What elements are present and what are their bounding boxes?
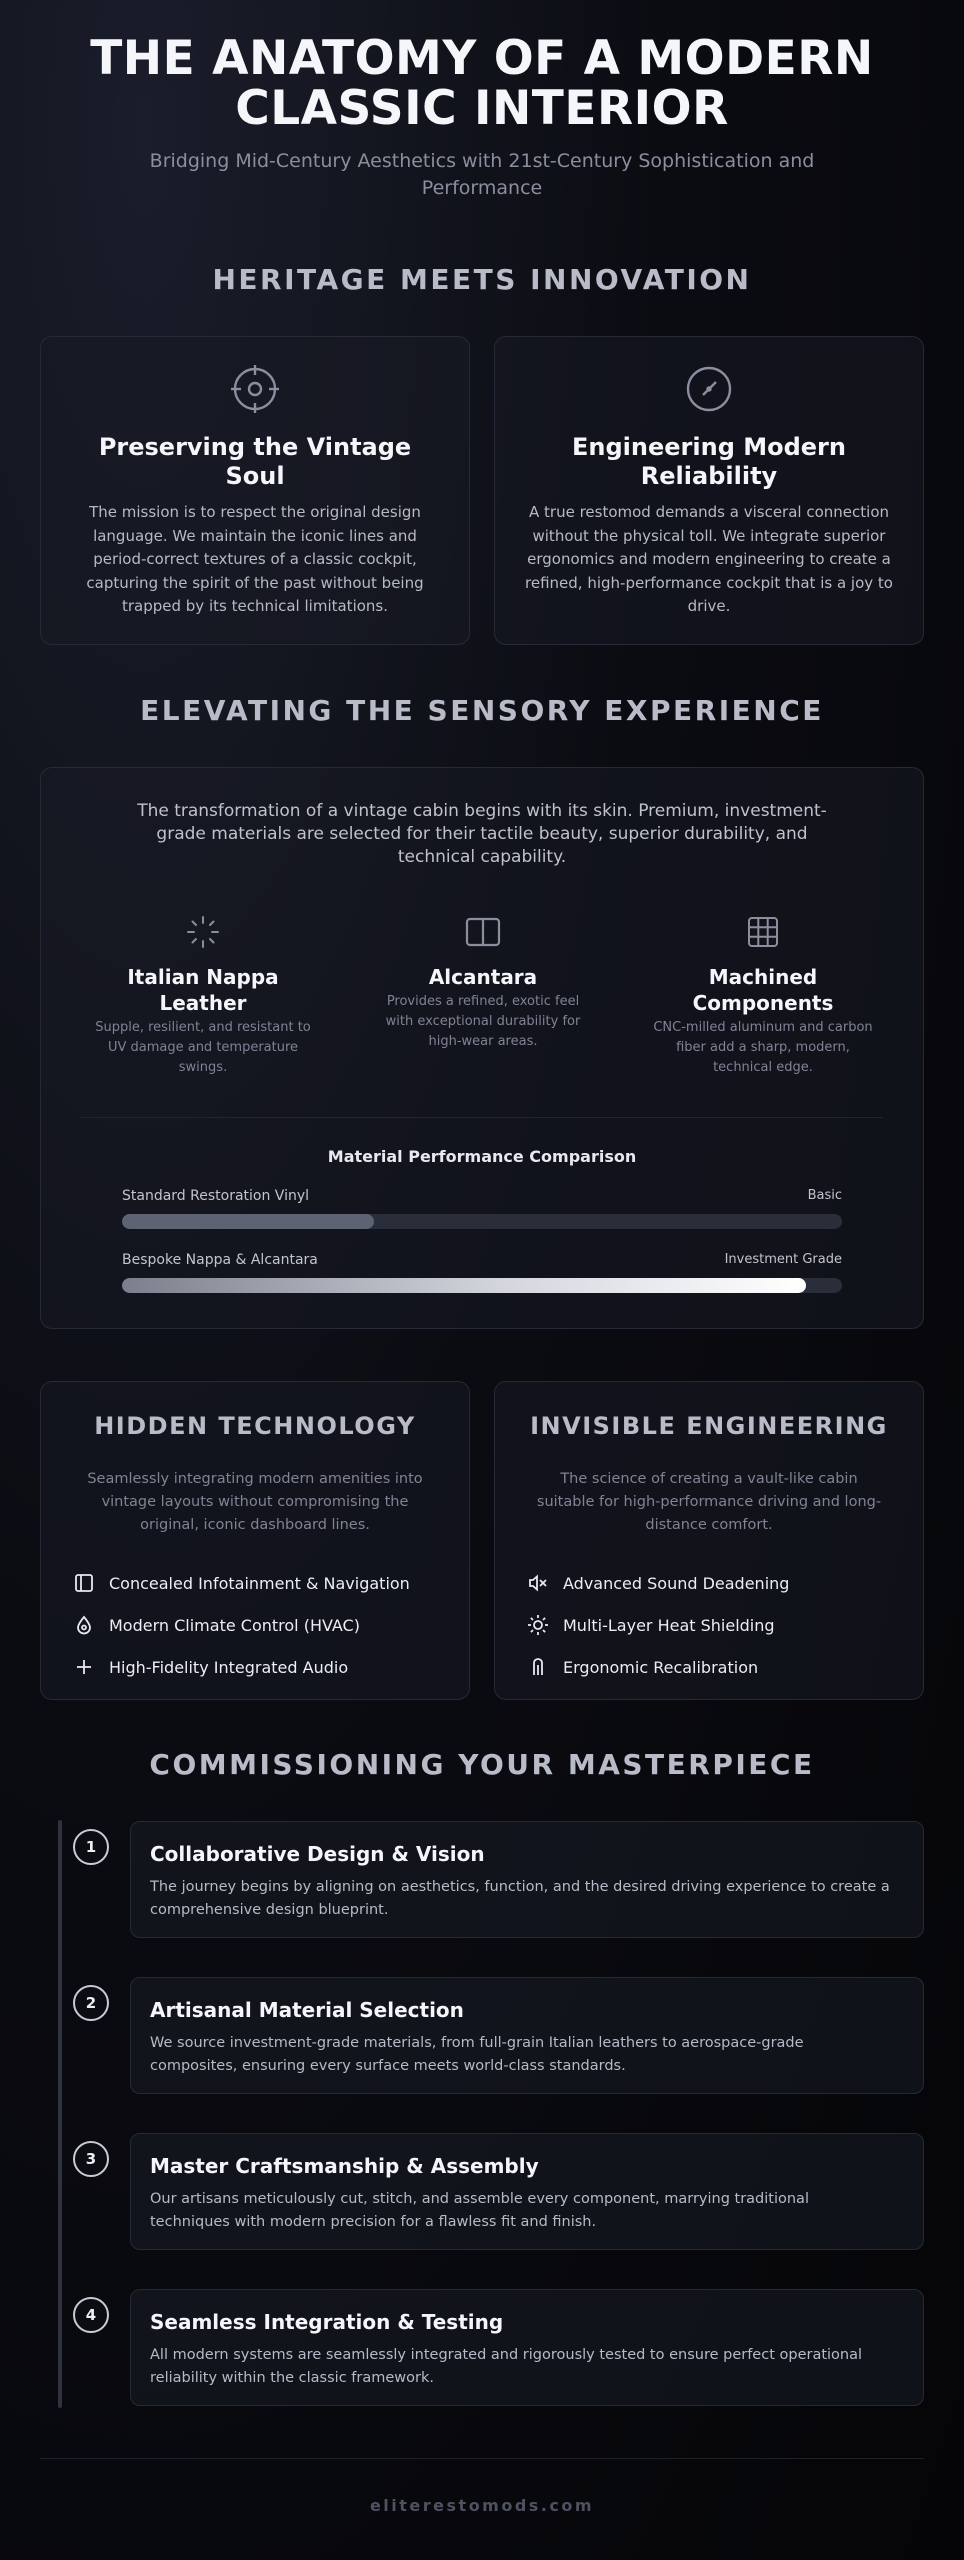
step-title: Master Craftsmanship & Assembly (150, 2154, 539, 2178)
heritage-card-text: A true restomod demands a visceral connection without the physical toll. We integrate superior ergonomics and modern engineering to create a refined, high-performance cockpit that is a joy to drive. (525, 503, 893, 615)
divider (81, 1117, 883, 1118)
step-title: Collaborative Design & Vision (150, 1842, 485, 1866)
book-open-icon (363, 912, 603, 952)
feature-label: Modern Climate Control (HVAC) (109, 1615, 360, 1635)
step-number: 3 (73, 2141, 109, 2177)
footer-website[interactable]: eliterestomods.com (369, 2496, 595, 2515)
step-text: All modern systems are seamlessly integrated and rigorously tested to ensure perfect operational reliability within the classic framework. (150, 2347, 863, 2386)
page-title: THE ANATOMY OF A MODERN CLASSIC INTERIOR (90, 31, 874, 136)
card-description: The science of creating a vault-like cabin suitable for high-performance driving and long-distance comfort. (536, 1471, 882, 1533)
bar-rating: Investment Grade (724, 1252, 842, 1267)
seat-icon (527, 1656, 549, 1678)
sensory-card (40, 767, 924, 1329)
comparison-bar-nappa (122, 1252, 842, 1293)
sun-icon (527, 1614, 549, 1636)
material-machined (643, 912, 883, 1078)
step-number: 2 (73, 1985, 109, 2021)
bar-track (122, 1214, 842, 1229)
material-text: CNC-milled aluminum and carbon fiber add a sharp, modern, technical edge. (653, 1020, 873, 1075)
material-text: Provides a refined, exotic feel with exceptional durability for high-wear areas. (385, 994, 581, 1049)
material-text: Supple, resilient, and resistant to UV damage and temperature swings. (95, 1020, 311, 1075)
section-title-sensory: ELEVATING THE SENSORY EXPERIENCE (140, 694, 824, 727)
feature-label: Multi-Layer Heat Shielding (563, 1615, 775, 1635)
section-title-process: COMMISSIONING YOUR MASTERPIECE (149, 1748, 815, 1781)
list-item (527, 1562, 903, 1604)
process-step (130, 2289, 924, 2406)
comparison-bar-vinyl (122, 1188, 842, 1229)
list-item (73, 1604, 449, 1646)
bar-fill (122, 1214, 374, 1229)
bar-track (122, 1278, 842, 1293)
heritage-card-reliability (494, 336, 924, 645)
heritage-card-vintage (40, 336, 470, 645)
crosshair-icon (41, 363, 469, 415)
sparkle-icon (83, 912, 323, 952)
gauge-icon (495, 363, 923, 415)
step-number: 1 (73, 1829, 109, 1865)
comparison-title: Material Performance Comparison (327, 1147, 637, 1166)
bar-label: Bespoke Nappa & Alcantara (122, 1252, 318, 1268)
material-nappa (83, 912, 323, 1078)
process-step (130, 1977, 924, 2094)
step-title: Seamless Integration & Testing (150, 2310, 504, 2334)
bar-fill (122, 1278, 806, 1293)
heritage-card-text: The mission is to respect the original design language. We maintain the iconic lines and period-correct textures of a classic cockpit, capturing the spirit of the past without being trapped by its technical limitations. (86, 503, 424, 615)
section-title-heritage: HERITAGE MEETS INNOVATION (212, 263, 752, 296)
card-description: Seamlessly integrating modern amenities into vintage layouts without compromising the original, iconic dashboard lines. (87, 1471, 423, 1533)
timeline-line (58, 1820, 62, 2408)
feature-label: Advanced Sound Deadening (563, 1573, 790, 1593)
grid-icon (643, 912, 883, 952)
step-title: Artisanal Material Selection (150, 1998, 464, 2022)
plus-icon (73, 1656, 95, 1678)
bar-label: Standard Restoration Vinyl (122, 1188, 310, 1204)
speaker-mute-icon (527, 1572, 549, 1594)
sidebar-panel-icon (73, 1572, 95, 1594)
page-subtitle: Bridging Mid-Century Aesthetics with 21st-Century Sophistication and Performance (149, 150, 815, 199)
process-step (130, 2133, 924, 2250)
process-step (130, 1821, 924, 1938)
material-title: Italian Nappa Leather (127, 965, 279, 1015)
step-text: We source investment-grade materials, from full-grain Italian leathers to aerospace-grade composites, ensuring every surface meets world-class standards. (150, 2035, 804, 2074)
invisible-engineering-card (494, 1381, 924, 1700)
feature-label: High-Fidelity Integrated Audio (109, 1657, 349, 1677)
material-alcantara (363, 912, 603, 1052)
list-item (73, 1562, 449, 1604)
footer-divider (40, 2458, 924, 2459)
feature-label: Ergonomic Recalibration (563, 1657, 759, 1677)
droplet-icon (73, 1614, 95, 1636)
heritage-card-title: Engineering Modern Reliability (572, 433, 846, 490)
material-title: Machined Components (692, 965, 834, 1015)
sensory-intro: The transformation of a vintage cabin begins with its skin. Premium, investment-grade materials are selected for their tactile beauty, superior durability, and technical capability. (137, 801, 827, 867)
material-title: Alcantara (428, 965, 538, 989)
feature-list (527, 1562, 903, 1688)
card-title: HIDDEN TECHNOLOGY (94, 1412, 416, 1440)
list-item (527, 1646, 903, 1688)
heritage-card-title: Preserving the Vintage Soul (98, 433, 412, 490)
list-item (527, 1604, 903, 1646)
step-text: The journey begins by aligning on aesthetics, function, and the desired driving experience to create a comprehensive design blueprint. (150, 1879, 890, 1918)
hidden-technology-card (40, 1381, 470, 1700)
feature-list (73, 1562, 449, 1688)
step-number: 4 (73, 2297, 109, 2333)
feature-label: Concealed Infotainment & Navigation (109, 1573, 410, 1593)
card-title: INVISIBLE ENGINEERING (530, 1412, 888, 1440)
bar-rating: Basic (807, 1188, 842, 1203)
list-item (73, 1646, 449, 1688)
step-text: Our artisans meticulously cut, stitch, and assemble every component, marrying traditional techniques with modern precision for a flawless fit and finish. (150, 2191, 809, 2230)
